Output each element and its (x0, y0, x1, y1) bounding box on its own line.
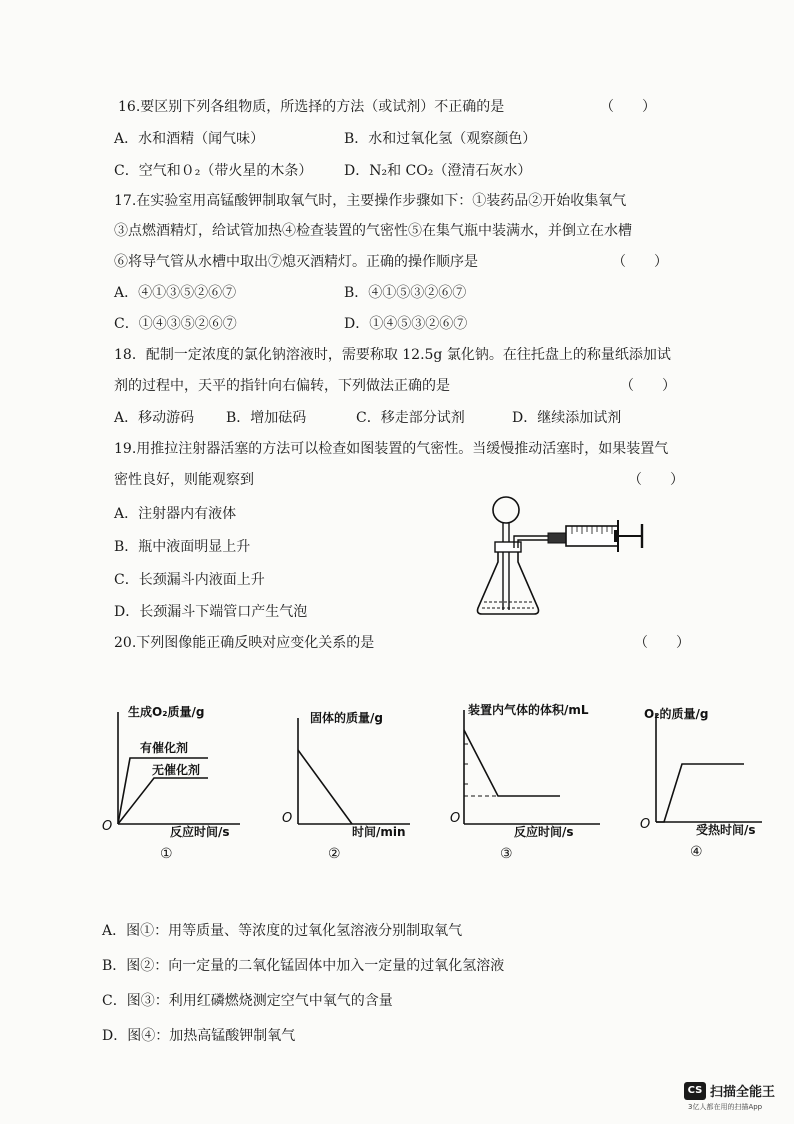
graph-1-line-no-catalyst (118, 778, 208, 824)
footer-tagline: 3亿人都在用的扫描App (688, 1103, 763, 1111)
q18-answer-paren: （ ） (620, 378, 676, 394)
q20-stem: 20.下列图像能正确反映对应变化关系的是 (114, 635, 375, 651)
q19-line-1: 19.用推拉注射器活塞的方法可以检查如图装置的气密性。当缓慢推动活塞时，如果装置气 (114, 441, 669, 457)
graph-3-xlabel: 反应时间/s (514, 825, 574, 839)
q20-answer-paren: （ ） (634, 635, 690, 651)
graph-2-line (298, 750, 352, 824)
airtightness-apparatus-diagram (470, 490, 660, 620)
q20-option-b: B．图②：向一定量的二氧化锰固体中加入一定量的过氧化氢溶液 (102, 958, 505, 974)
q19-answer-paren: （ ） (628, 472, 684, 488)
q17-option-b: B．④①⑤③②⑥⑦ (344, 285, 467, 301)
q19-line-2: 密性良好，则能观察到 (114, 472, 254, 488)
q16-option-c: C．空气和０₂（带火星的木条） (114, 163, 313, 179)
q18-line-1: 18．配制一定浓度的氯化钠溶液时，需要称取 12.5g 氯化钠。在往托盘上的称量纸添加试 (114, 347, 671, 363)
q17-answer-paren: （ ） (612, 254, 668, 270)
graph-1-number: ① (160, 846, 173, 862)
graph-3 (450, 698, 620, 840)
q16-option-b: B．水和过氧化氢（观察颜色） (344, 131, 537, 147)
footer-brand: 扫描全能王 (710, 1085, 776, 1100)
graph-3-line (464, 730, 560, 796)
q19-option-c: C．长颈漏斗内液面上升 (114, 572, 265, 588)
graph-3-ylabel: 装置内气体的体积/mL (468, 703, 589, 717)
q19-option-b: B．瓶中液面明显上升 (114, 539, 251, 555)
graph-4 (636, 702, 776, 840)
q19-option-a: A．注射器内有液体 (114, 506, 237, 522)
q20-option-a: A．图①：用等质量、等浓度的过氧化氢溶液分别制取氧气 (102, 923, 463, 939)
q17-line-3: ⑥将导气管从水槽中取出⑦熄灭酒精灯。正确的操作顺序是 (114, 254, 478, 270)
graph-4-number: ④ (690, 844, 703, 860)
q18-option-b: B．增加砝码 (226, 410, 307, 426)
graph-1-origin: O (102, 819, 113, 834)
q17-line-2: ③点燃酒精灯，给试管加热④检查装置的气密性⑤在集气瓶中装满水，并倒立在水槽 (114, 223, 632, 239)
graph-4-ylabel: O₂的质量/g (644, 707, 709, 721)
graph-1-xlabel: 反应时间/s (170, 825, 230, 839)
q16-option-d: D．N₂和 CO₂（澄清石灰水） (344, 163, 532, 179)
graph-4-line (656, 764, 744, 822)
graph-3-number: ③ (500, 846, 513, 862)
q17-option-a: A．④①③⑤②⑥⑦ (114, 285, 237, 301)
graph-1-series-no-catalyst: 无催化剂 (152, 763, 201, 777)
q17-line-1: 17.在实验室用高锰酸钾制取氧气时，主要操作步骤如下：①装药品②开始收集氧气 (114, 193, 627, 209)
q16-stem: 16.要区别下列各组物质，所选择的方法（或试剂）不正确的是 (118, 99, 505, 115)
graph-2-xlabel: 时间/min (352, 825, 406, 839)
q18-line-2: 剂的过程中，天平的指针向右偏转，下列做法正确的是 (114, 378, 450, 394)
q18-option-a: A．移动游码 (114, 410, 195, 426)
graph-1-ylabel: 生成O₂质量/g (128, 705, 205, 719)
q18-option-c: C．移走部分试剂 (356, 410, 465, 426)
q20-option-d: D．图④：加热高锰酸钾制氧气 (102, 1028, 296, 1044)
graph-1 (100, 700, 260, 840)
graph-2-number: ② (328, 846, 341, 862)
q17-option-c: C．①④③⑤②⑥⑦ (114, 316, 237, 332)
q18-option-d: D．继续添加试剂 (512, 410, 622, 426)
graph-2-ylabel: 固体的质量/g (310, 711, 383, 725)
q19-option-d: D．长颈漏斗下端管口产生气泡 (114, 604, 308, 620)
graph-2-origin: O (282, 811, 293, 826)
q17-option-d: D．①④⑤③②⑥⑦ (344, 316, 468, 332)
camscanner-logo-icon: CS (684, 1082, 706, 1100)
q16-option-a: A．水和酒精（闻气味） (114, 131, 265, 147)
graph-4-origin: O (640, 817, 651, 832)
graph-3-origin: O (450, 811, 461, 826)
q20-option-c: C．图③：利用红磷燃烧测定空气中氧气的含量 (102, 993, 393, 1009)
graph-1-series-catalyst: 有催化剂 (140, 741, 189, 755)
q16-answer-paren: （ ） (600, 99, 656, 115)
graph-4-xlabel: 受热时间/s (696, 823, 756, 837)
graph-2 (282, 700, 432, 840)
